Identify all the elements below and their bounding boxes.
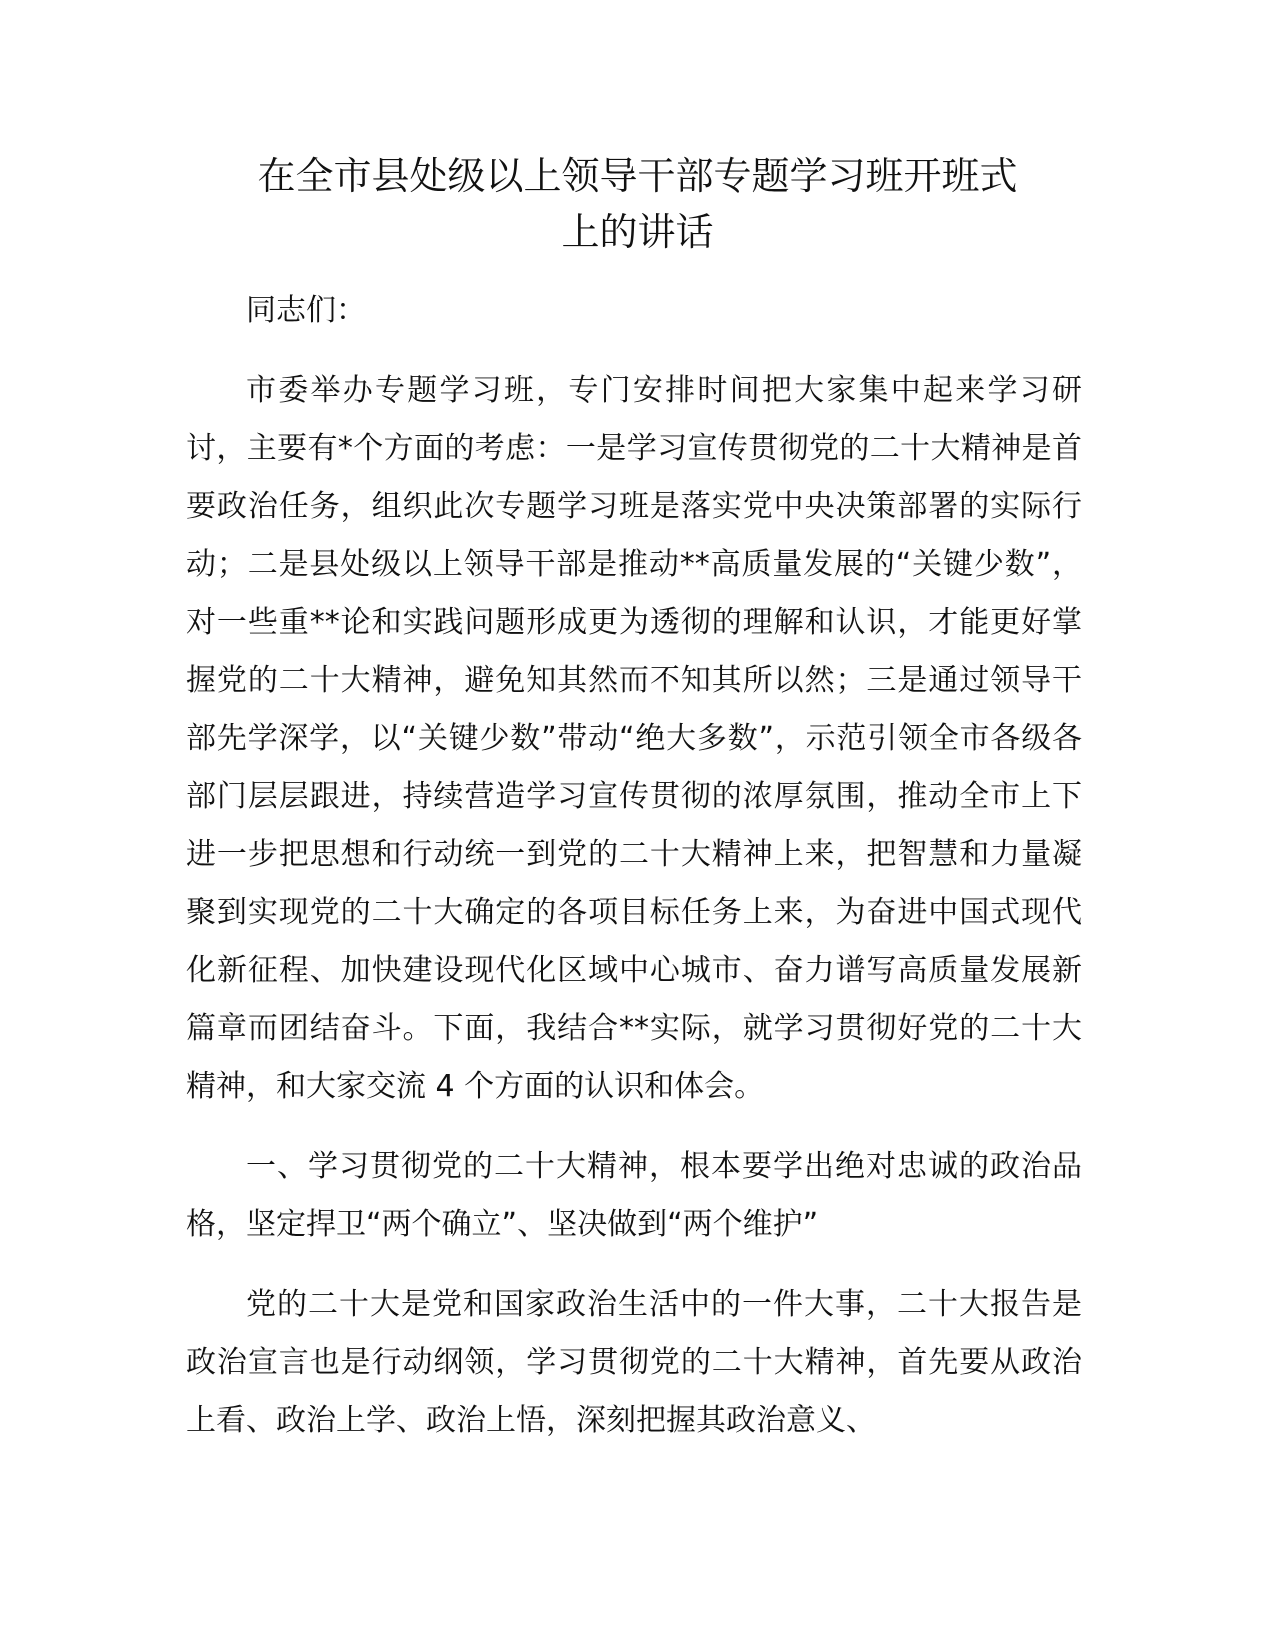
document-body	[186, 282, 1082, 1472]
document-title-line-2: 上的讲话	[561, 210, 714, 254]
intro-paragraph: 市委举办专题学习班，专门安排时间把大家集中起来学习研讨，主要有*个方面的考虑：一是学习宣传贯彻党的二十大精神是首要政治任务，组织此次专题学习班是落实党中央决策部署的实际行动；二是县处级以上领导干部是推动**高质量发展的“关键少数”，对一些重**论和实践问题形成更为透彻的理解和认识，才能更好掌握党的二十大精神，避免知其然而不知其所以然；三是通过领导干部先学深学，以“关键少数”带动“绝大多数”，示范引领全市各级各部门层层跟进，持续营造学习宣传贯彻的浓厚氛围，推动全市上下进一步把思想和行动统一到党的二十大精神上来，把智慧和力量凝聚到实现党的二十大确定的各项目标任务上来，为奋进中国式现代化新征程、加快建设现代化区域中心城市、奋力谱写高质量发展新篇章而团结奋斗。下面，我结合**实际，就学习贯彻好党的二十大精神，和大家交流 4 个方面的认识和体会。	[186, 373, 1082, 1104]
document-title	[150, 148, 1125, 260]
section-heading-1: 一、学习贯彻党的二十大精神，根本要学出绝对忠诚的政治品格，坚定捍卫“两个确立”、坚决做到“两个维护”	[186, 1149, 1082, 1242]
salutation: 同志们：	[246, 293, 366, 328]
section-1-paragraph: 党的二十大是党和国家政治生活中的一件大事，二十大报告是政治宣言也是行动纲领，学习贯彻党的二十大精神，首先要从政治上看、政治上学、政治上悟，深刻把握其政治意义、	[186, 1287, 1082, 1438]
document-title-line-1: 在全市县处级以上领导干部专题学习班开班式	[257, 154, 1018, 198]
